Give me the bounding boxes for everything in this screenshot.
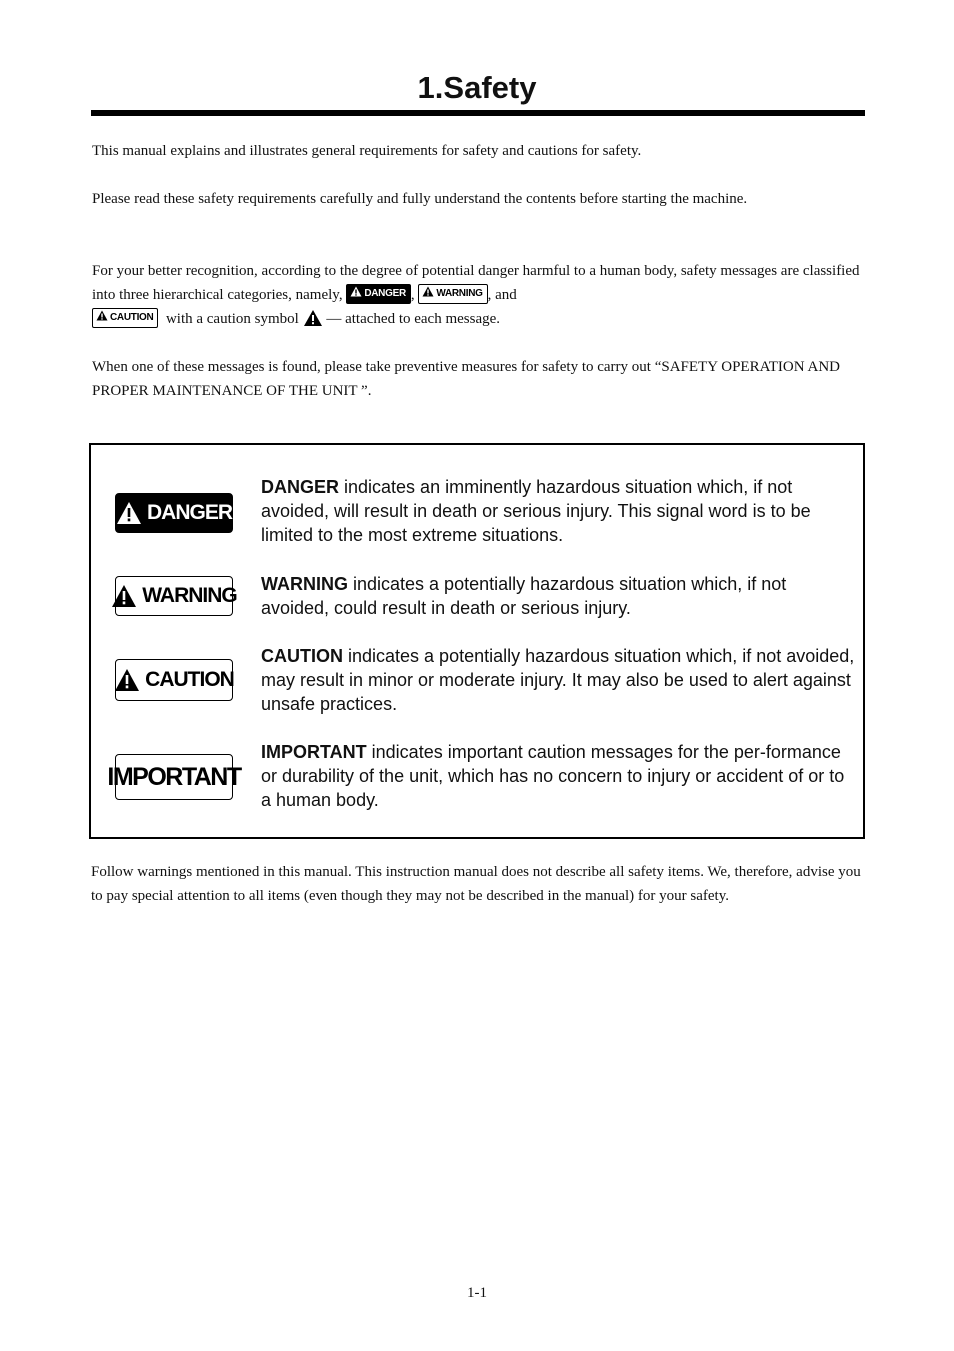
inline-warning-badge [418, 284, 487, 304]
inline-danger-badge [346, 284, 411, 304]
intro-paragraph-3 [92, 259, 867, 331]
separator-2: , and [487, 287, 517, 303]
signal-word-box [89, 443, 865, 839]
caution-term: CAUTION [261, 646, 343, 666]
inline-caution-badge [92, 308, 158, 328]
warning-description [261, 572, 856, 620]
warning-triangle-icon [116, 501, 142, 525]
intro-paragraph-4: When one of these messages is found, please take preventive measures for safety to carry out “SAFETY OPERATION AND PROPER MAINTENANCE OF THE UNIT ”. [92, 359, 840, 399]
warning-triangle-icon [422, 286, 434, 297]
caution-badge-label: CAUTION [145, 668, 234, 691]
danger-badge [115, 493, 233, 533]
caution-text: indicates a potentially hazardous situation which, if not avoided, may result in minor or moderate injury. It may also be used to alert against unsafe practices. [261, 646, 855, 714]
title-rule [91, 110, 865, 116]
warning-text: indicates a potentially hazardous situation which, if not avoided, could result in death or serious injury. [261, 574, 787, 618]
caution-symbol-icon [303, 311, 323, 327]
separator-1: , [410, 287, 415, 303]
intro-paragraph-3-text-a: For your better recognition, according to the degree of potential danger harmful to a human body, safety messages are classified into three hierarchical categories, namely, [92, 263, 860, 303]
inline-danger-label: DANGER [364, 287, 406, 299]
caution-description [261, 644, 856, 716]
important-description [261, 740, 856, 812]
warning-badge-label: WARNING [142, 584, 237, 607]
intro-paragraph-1: This manual explains and illustrates general requirements for safety and cautions for safety. [92, 143, 642, 159]
important-badge [107, 754, 241, 800]
page-number: 1-1 [467, 1285, 487, 1301]
intro-paragraph-3-text-b: with a caution symbol [165, 311, 299, 327]
warning-triangle-icon [111, 584, 137, 608]
danger-text: indicates an imminently hazardous situation which, if not avoided, will result in death or serious injury. This signal word is to be limited to the most extreme situations. [261, 477, 811, 545]
warning-triangle-icon [350, 286, 362, 297]
important-text: indicates important caution messages for the per-formance or durability of the unit, which has no concern to injury or accident of or to a human body. [261, 742, 845, 810]
important-badge-label: IMPORTANT [107, 762, 241, 791]
warning-triangle-icon [96, 310, 108, 321]
intro-paragraph-3-text-c: — attached to each message. [326, 311, 501, 327]
danger-description [261, 475, 856, 547]
warning-triangle-icon [114, 668, 140, 692]
closing-paragraph: Follow warnings mentioned in this manual. This instruction manual does not describe all safety items. We, therefore, advise you to pay special attention to all items (even though they may not be described in the manual) for your safety. [91, 864, 861, 904]
caution-badge [115, 659, 233, 701]
page-title: 1.Safety [417, 70, 537, 105]
warning-badge [115, 576, 237, 616]
warning-term: WARNING [261, 574, 348, 594]
danger-badge-label: DANGER [147, 501, 233, 524]
intro-paragraph-2: Please read these safety requirements carefully and fully understand the contents before starting the machine. [92, 191, 748, 207]
inline-caution-label: CAUTION [110, 311, 154, 323]
inline-warning-label: WARNING [436, 287, 483, 299]
important-term: IMPORTANT [261, 742, 367, 762]
danger-term: DANGER [261, 477, 340, 497]
